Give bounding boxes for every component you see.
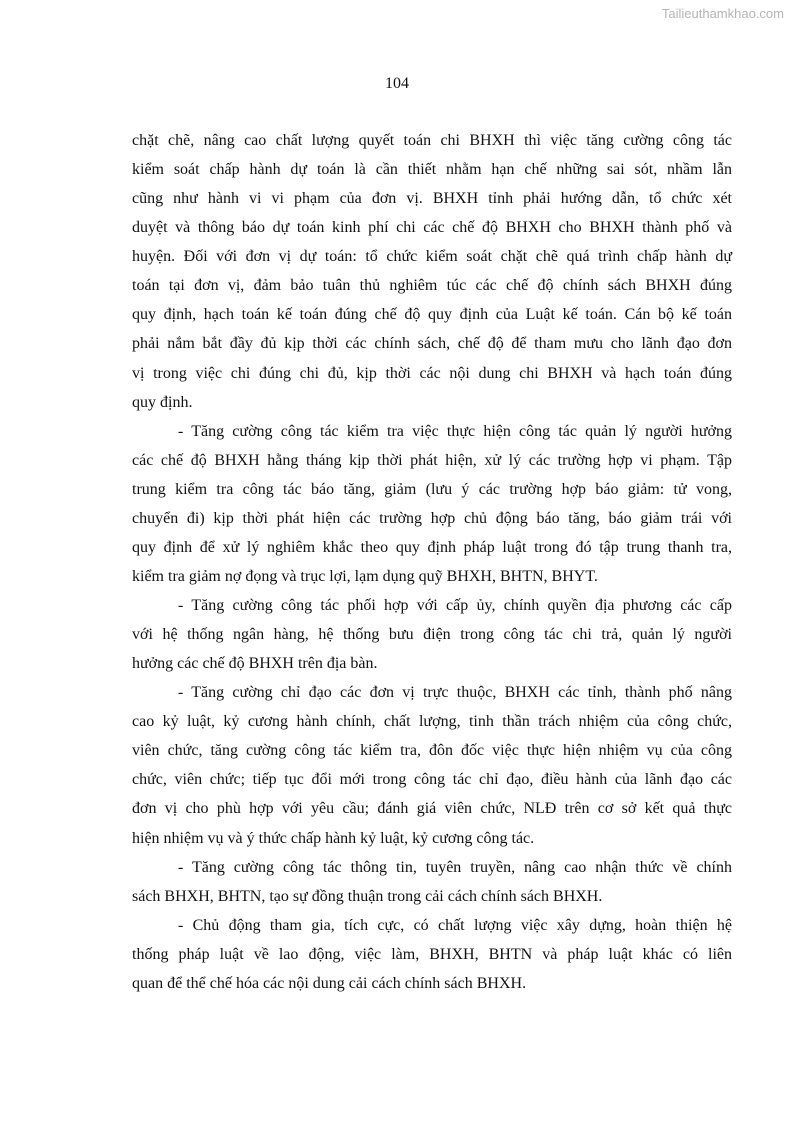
paragraph [132,853,732,911]
text-line: - Tăng cường công tác phối hợp với cấp ủy, chính quyền địa phương các cấp [178,597,732,614]
text-line: với hệ thống ngân hàng, hệ thống bưu điện trong công tác chi trả, quản lý người [132,626,732,644]
text-line: vị trong việc chi đúng chi đủ, kịp thời các nội dung chi BHXH và hạch toán đúng [132,364,732,382]
paragraph [132,126,732,417]
text-line: - Chủ động tham gia, tích cực, có chất lượng việc xây dựng, hoàn thiện hệ [178,916,732,934]
text-line: hiện nhiệm vụ và ý thức chấp hành kỷ luật, kỷ cương công tác. [132,829,535,847]
text-line: hưởng các chế độ BHXH trên địa bàn. [132,655,378,673]
watermark: Tailieuthamkhao.com [661,6,784,21]
paragraph [132,591,732,678]
paragraph [132,678,732,852]
paragraph [132,417,732,591]
text-line: duyệt và thông báo dự toán kinh phí chi các chế độ BHXH cho BHXH thành phố và [132,219,732,237]
text-line: trung kiểm tra công tác báo tăng, giảm (lưu ý các trường hợp báo giảm: tử vong, [132,480,732,498]
text-line: thống pháp luật về lao động, việc làm, BHXH, BHTN và pháp luật khác có liên [132,945,732,963]
text-line: - Tăng cường công tác kiểm tra việc thực hiện công tác quản lý người hưởng [178,422,732,440]
text-line: cũng như hành vi vi phạm của đơn vị. BHXH tỉnh phải hướng dẫn, tổ chức xét [132,190,732,208]
text-line: huyện. Đối với đơn vị dự toán: tổ chức kiểm soát chặt chẽ quá trình chấp hành dự [132,248,732,266]
text-line: kiểm tra giảm nợ đọng và trục lợi, lạm dụng quỹ BHXH, BHTN, BHYT. [132,567,598,585]
text-line: cao kỷ luật, kỷ cương hành chính, chất lượng, tinh thần trách nhiệm của công chức, [132,713,732,731]
text-line: chuyển đi) kịp thời phát hiện các trường hợp chủ động báo tăng, báo giảm trái với [132,509,732,527]
text-line: toán tại đơn vị, đảm bảo tuân thủ nghiêm túc các chế độ chính sách BHXH đúng [132,277,732,295]
text-line: - Tăng cường công tác thông tin, tuyên truyền, nâng cao nhận thức về chính [178,858,732,876]
text-line: quy định để xử lý nghiêm khắc theo quy định pháp luật trong đó tập trung thanh tra, [132,538,732,556]
text-line: các chế độ BHXH hằng tháng kịp thời phát hiện, xử lý các trường hợp vi phạm. Tập [132,451,732,469]
text-line: quy định, hạch toán kế toán đúng chế độ quy định của Luật kế toán. Cán bộ kế toán [132,306,732,324]
text-line: chặt chẽ, nâng cao chất lượng quyết toán chi BHXH thì việc tăng cường công tác [132,132,732,149]
text-line: kiểm soát chấp hành dự toán là cần thiết nhằm hạn chế những sai sót, nhầm lẫn [132,161,732,179]
text-line: sách BHXH, BHTN, tạo sự đồng thuận trong cải cách chính sách BHXH. [132,887,603,905]
document-body [132,126,732,998]
text-line: phải nắm bắt đầy đủ kịp thời các chính sách, chế độ để tham mưu cho lãnh đạo đơn [132,335,732,353]
text-line: chức, viên chức; tiếp tục đổi mới trong công tác chỉ đạo, điều hành của lãnh đạo các [132,771,732,789]
text-line: quy định. [132,393,193,411]
page-number: 104 [385,75,409,92]
text-line: quan để thể chế hóa các nội dung cải cách chính sách BHXH. [132,974,527,992]
text-line: - Tăng cường chỉ đạo các đơn vị trực thuộc, BHXH các tỉnh, thành phố nâng [178,684,732,702]
text-line: đơn vị cho phù hợp với yêu cầu; đánh giá viên chức, NLĐ trên cơ sở kết quả thực [132,800,732,818]
paragraph [132,911,732,998]
text-line: viên chức, tăng cường công tác kiểm tra, đôn đốc việc thực hiện nhiệm vụ của công [132,742,732,760]
